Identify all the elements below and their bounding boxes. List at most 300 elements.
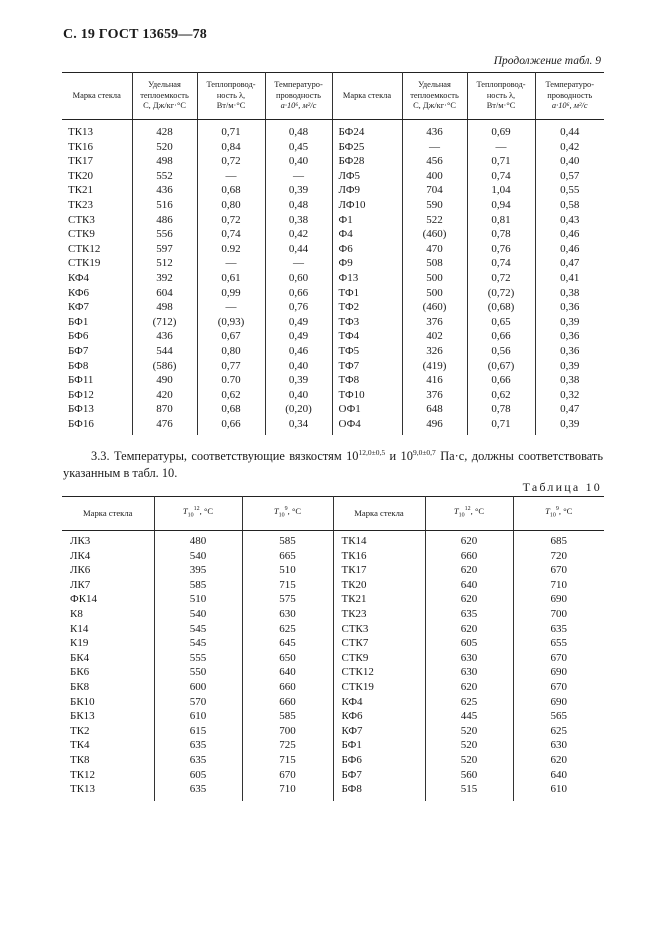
- table-cell: ТК23: [62, 198, 132, 213]
- table-cell: 0,49: [265, 315, 332, 330]
- table-cell: 620: [425, 622, 513, 637]
- table-row: [62, 286, 604, 301]
- table-cell: 480: [154, 531, 242, 549]
- table-cell: БФ1: [62, 315, 132, 330]
- table-row: [62, 622, 604, 637]
- table-cell: 376: [402, 315, 467, 330]
- table-cell: ТК2: [62, 724, 154, 739]
- table-cell: 545: [154, 622, 242, 637]
- table-cell: 0,48: [265, 120, 332, 140]
- table-cell: 512: [132, 256, 197, 271]
- table-cell: 540: [154, 607, 242, 622]
- table-cell: (586): [132, 359, 197, 374]
- table-cell: 655: [550, 637, 567, 650]
- table-cell: 326: [402, 344, 467, 359]
- table-cell: 704: [402, 183, 467, 198]
- table-cell: 556: [132, 227, 197, 242]
- table-cell: 620: [425, 531, 513, 549]
- table-cell: 0,34: [265, 417, 332, 436]
- table-cell: —: [402, 140, 467, 155]
- table-row: [62, 183, 604, 198]
- table-cell: —: [197, 300, 265, 315]
- table-cell: 720: [550, 549, 567, 562]
- table-cell: 0,71: [197, 120, 265, 140]
- table-cell: 520: [425, 753, 513, 768]
- table-row: [62, 227, 604, 242]
- table-cell: 436: [132, 183, 197, 198]
- table-row: [62, 300, 604, 315]
- table-cell: 544: [132, 344, 197, 359]
- table-cell: 640: [550, 768, 567, 781]
- table-row: [62, 242, 604, 257]
- table-cell: 0,32: [560, 388, 580, 401]
- table-cell: КФ6: [62, 286, 132, 301]
- table-cell: СТК9: [62, 227, 132, 242]
- table-row: [62, 417, 604, 436]
- table-cell: 630: [425, 665, 513, 680]
- table-cell: (0,68): [467, 300, 535, 315]
- table-cell: 0,39: [560, 417, 580, 430]
- table-cell: 498: [132, 300, 197, 315]
- table-cell: 620: [425, 680, 513, 695]
- table-cell: —: [265, 169, 332, 184]
- table-cell: 870: [132, 402, 197, 417]
- table-cell: КФ4: [62, 271, 132, 286]
- col-header-conductivity: Теплопровод- ность λ, Вт/м·°С: [467, 73, 535, 120]
- table-cell: ТФ4: [332, 329, 402, 344]
- table-cell: 420: [132, 388, 197, 403]
- table-cell: 670: [550, 680, 567, 693]
- table-cell: 0,68: [197, 183, 265, 198]
- table-cell: КФ7: [62, 300, 132, 315]
- table-row: [62, 680, 604, 695]
- table-cell: 0,74: [467, 169, 535, 184]
- table-cell: 476: [132, 417, 197, 436]
- table-cell: 660: [425, 549, 513, 564]
- table-9: [62, 72, 604, 435]
- table-cell: ТФ1: [332, 286, 402, 301]
- table-cell: 640: [425, 578, 513, 593]
- table-cell: 515: [425, 782, 513, 801]
- table-cell: 0,99: [197, 286, 265, 301]
- table-cell: 604: [132, 286, 197, 301]
- table-cell: 0,65: [467, 315, 535, 330]
- table-cell: ТК21: [62, 183, 132, 198]
- page-header: С. 19 ГОСТ 13659—78: [63, 27, 207, 42]
- table-cell: 0,44: [265, 242, 332, 257]
- table-cell: 1,04: [467, 183, 535, 198]
- table-cell: ТФ3: [332, 315, 402, 330]
- table-cell: 600: [154, 680, 242, 695]
- col-header-t9: $T_{10}^9$, °С: [242, 497, 333, 531]
- table-cell: 0,47: [560, 257, 580, 270]
- table-cell: ТК13: [62, 782, 154, 801]
- table-cell: 640: [242, 665, 333, 680]
- table-cell: 665: [242, 549, 333, 564]
- table-cell: 0,45: [265, 140, 332, 155]
- table-cell: 0,76: [467, 242, 535, 257]
- table-cell: 0,42: [265, 227, 332, 242]
- table-cell: БФ6: [333, 753, 425, 768]
- table-cell: К8: [62, 607, 154, 622]
- table-cell: (460): [402, 227, 467, 242]
- table-cell: 0,39: [265, 373, 332, 388]
- table-cell: 0,78: [467, 402, 535, 417]
- table-cell: 0,44: [560, 126, 580, 138]
- table-cell: К14: [62, 622, 154, 637]
- table-cell: Ф9: [332, 256, 402, 271]
- col-header-mark: Марка стекла: [62, 73, 132, 120]
- table-cell: 635: [550, 622, 567, 635]
- table-cell: 0,74: [467, 256, 535, 271]
- table-cell: —: [197, 256, 265, 271]
- table-cell: БК10: [62, 695, 154, 710]
- table-cell: 376: [402, 388, 467, 403]
- table-cell: 715: [242, 753, 333, 768]
- table-cell: ЛФ5: [332, 169, 402, 184]
- table-cell: 0,38: [265, 213, 332, 228]
- table-cell: 565: [550, 710, 567, 723]
- table-cell: 470: [402, 242, 467, 257]
- table-cell: 605: [154, 768, 242, 783]
- table-cell: 0,38: [560, 286, 580, 299]
- table-cell: ЛК7: [62, 578, 154, 593]
- table-cell: ТК12: [62, 768, 154, 783]
- table-cell: —: [265, 256, 332, 271]
- table-cell: ТК23: [333, 607, 425, 622]
- table-cell: 597: [132, 242, 197, 257]
- table-cell: 428: [132, 120, 197, 140]
- table-continuation-label: Продолжение табл. 9: [493, 55, 601, 67]
- table-cell: ТК20: [333, 578, 425, 593]
- table-cell: 445: [425, 709, 513, 724]
- table-cell: 0,36: [560, 330, 580, 343]
- table-row: [62, 592, 604, 607]
- table-cell: 725: [242, 738, 333, 753]
- table-row: [62, 402, 604, 417]
- table-row: [62, 563, 604, 578]
- table-cell: ТК17: [333, 563, 425, 578]
- table-cell: 670: [550, 651, 567, 664]
- table-cell: 0,69: [467, 120, 535, 140]
- table-cell: Ф4: [332, 227, 402, 242]
- table-cell: 620: [425, 563, 513, 578]
- table-cell: ОФ1: [332, 402, 402, 417]
- table-cell: 630: [550, 739, 567, 752]
- table-cell: СТК19: [333, 680, 425, 695]
- table-cell: СТК9: [333, 651, 425, 666]
- table-cell: ЛФ10: [332, 198, 402, 213]
- table-cell: 710: [242, 782, 333, 801]
- table-cell: 575: [242, 592, 333, 607]
- table-cell: СТК7: [333, 636, 425, 651]
- table-cell: 510: [154, 592, 242, 607]
- table-cell: БК13: [62, 709, 154, 724]
- table-cell: ЛК4: [62, 549, 154, 564]
- table-cell: (460): [402, 300, 467, 315]
- table-cell: 690: [550, 695, 567, 708]
- table-cell: (0,93): [197, 315, 265, 330]
- table-cell: 0,38: [560, 374, 580, 387]
- table-cell: 496: [402, 417, 467, 436]
- table-cell: 570: [154, 695, 242, 710]
- table-cell: ТФ10: [332, 388, 402, 403]
- table-10-body: [62, 531, 604, 801]
- table-cell: 520: [425, 724, 513, 739]
- table-cell: 715: [242, 578, 333, 593]
- table-cell: БФ12: [62, 388, 132, 403]
- table-cell: 0,40: [265, 154, 332, 169]
- table-cell: ТФ5: [332, 344, 402, 359]
- table-cell: 0,81: [467, 213, 535, 228]
- table-cell: 0,39: [560, 359, 580, 372]
- table-row: [62, 607, 604, 622]
- table-cell: 0,80: [197, 198, 265, 213]
- table-cell: 670: [242, 768, 333, 783]
- table-cell: БФ16: [62, 417, 132, 436]
- table-9-body: [62, 120, 604, 436]
- table-cell: БФ1: [333, 738, 425, 753]
- table-cell: Ф13: [332, 271, 402, 286]
- table-cell: Ф6: [332, 242, 402, 257]
- table-cell: 0,76: [265, 300, 332, 315]
- table-cell: ТК4: [62, 738, 154, 753]
- table-cell: 0,84: [197, 140, 265, 155]
- table-cell: ТК16: [333, 549, 425, 564]
- table-cell: 620: [550, 753, 567, 766]
- col-header-heat-capacity: Удельная теплоемкость С, Дж/кг·°С: [132, 73, 197, 120]
- table-cell: 0,40: [560, 155, 580, 168]
- table-cell: (712): [132, 315, 197, 330]
- table-row: [62, 120, 604, 140]
- table-cell: 585: [242, 531, 333, 549]
- table-cell: 0,58: [560, 198, 580, 211]
- table-cell: СТК3: [62, 213, 132, 228]
- table-cell: 625: [550, 724, 567, 737]
- table-cell: КФ7: [333, 724, 425, 739]
- table-cell: 0,80: [197, 344, 265, 359]
- table-row: [62, 315, 604, 330]
- table-cell: 690: [550, 666, 567, 679]
- table-cell: 635: [154, 782, 242, 801]
- table-cell: 520: [132, 140, 197, 155]
- table-row: [62, 329, 604, 344]
- table-row: [62, 154, 604, 169]
- col-header-mark: Марка стекла: [333, 497, 425, 531]
- table-cell: 560: [425, 768, 513, 783]
- table-cell: 0,56: [467, 344, 535, 359]
- table-cell: БФ28: [332, 154, 402, 169]
- table-cell: 520: [425, 738, 513, 753]
- col-header-t12: $T_{10}^{12}$, °С: [425, 497, 513, 531]
- table-row: [62, 724, 604, 739]
- table-cell: БФ8: [62, 359, 132, 374]
- table-cell: 522: [402, 213, 467, 228]
- table-cell: 635: [154, 753, 242, 768]
- table-cell: 0,40: [265, 388, 332, 403]
- col-header-conductivity: Теплопровод- ность λ, Вт/м·°С: [197, 73, 265, 120]
- table-cell: 0,66: [197, 417, 265, 436]
- table-row: [62, 256, 604, 271]
- table-row: [62, 782, 604, 801]
- table-cell: 0,74: [197, 227, 265, 242]
- table-cell: (0,67): [467, 359, 535, 374]
- table-cell: 0,62: [197, 388, 265, 403]
- table-cell: ТФ7: [332, 359, 402, 374]
- table-cell: 0,61: [197, 271, 265, 286]
- table-cell: 690: [550, 593, 567, 606]
- table-cell: 635: [425, 607, 513, 622]
- table-cell: БФ25: [332, 140, 402, 155]
- table-cell: К19: [62, 636, 154, 651]
- table-cell: 0,94: [467, 198, 535, 213]
- table-cell: 0,40: [265, 359, 332, 374]
- table-cell: БК6: [62, 665, 154, 680]
- table-cell: 0,72: [467, 271, 535, 286]
- table-cell: ТК13: [62, 120, 132, 140]
- table-cell: 552: [132, 169, 197, 184]
- table-cell: 605: [425, 636, 513, 651]
- table-cell: 500: [402, 271, 467, 286]
- table-row: [62, 549, 604, 564]
- table-cell: БК8: [62, 680, 154, 695]
- table-cell: 0,46: [265, 344, 332, 359]
- table-cell: 456: [402, 154, 467, 169]
- table-cell: БФ7: [62, 344, 132, 359]
- table-cell: 630: [425, 651, 513, 666]
- table-cell: 0,66: [467, 329, 535, 344]
- table-cell: ТФ2: [332, 300, 402, 315]
- table-cell: КФ6: [333, 709, 425, 724]
- table-cell: Ф1: [332, 213, 402, 228]
- col-header-diffusivity: Температуро- проводность а·10⁶, м²/с: [265, 73, 332, 120]
- table-cell: 550: [154, 665, 242, 680]
- table-cell: СТК19: [62, 256, 132, 271]
- table-cell: ЛК3: [62, 531, 154, 549]
- table-row: [62, 373, 604, 388]
- table-cell: (0,72): [467, 286, 535, 301]
- table-10-caption: Таблица 10: [522, 480, 602, 494]
- table-cell: СТК12: [62, 242, 132, 257]
- table-cell: 648: [402, 402, 467, 417]
- table-cell: 0,78: [467, 227, 535, 242]
- table-cell: 645: [242, 636, 333, 651]
- table-cell: 0,66: [265, 286, 332, 301]
- table-cell: —: [467, 140, 535, 155]
- table-cell: ЛК6: [62, 563, 154, 578]
- table-row: [62, 213, 604, 228]
- table-cell: 400: [402, 169, 467, 184]
- table-cell: 0,57: [560, 169, 580, 182]
- table-cell: 610: [550, 783, 567, 796]
- table-row: [62, 738, 604, 753]
- table-cell: 392: [132, 271, 197, 286]
- paragraph-3-3: 3.3. Температуры, соответствующие вязкостям $10^{12,0\pm 0,5}$ и $10^{9,0\pm 0,7}$ Па·с, должны соответствовать указанным в табл. 10.: [63, 447, 603, 480]
- table-cell: 0.70: [197, 373, 265, 388]
- table-row: [62, 651, 604, 666]
- table-cell: 0,48: [265, 198, 332, 213]
- table-cell: 635: [154, 738, 242, 753]
- table-cell: БФ13: [62, 402, 132, 417]
- table-cell: 0,39: [265, 183, 332, 198]
- table-cell: 0,67: [197, 329, 265, 344]
- table-cell: БФ6: [62, 329, 132, 344]
- table-row: [62, 169, 604, 184]
- table-cell: 0,47: [560, 403, 580, 416]
- table-cell: 660: [242, 680, 333, 695]
- col-header-diffusivity: Температуро- проводность а·10⁶, м²/с: [535, 73, 604, 120]
- table-cell: 402: [402, 329, 467, 344]
- table-cell: 436: [402, 120, 467, 140]
- table-cell: 660: [242, 695, 333, 710]
- table-cell: 486: [132, 213, 197, 228]
- table-cell: 498: [132, 154, 197, 169]
- table-cell: 650: [242, 651, 333, 666]
- table-cell: 395: [154, 563, 242, 578]
- table-cell: 0,43: [560, 213, 580, 226]
- col-header-t12: $T_{10}^{12}$, °С: [154, 497, 242, 531]
- table-cell: 0,36: [560, 344, 580, 357]
- table-cell: 625: [242, 622, 333, 637]
- table-cell: КФ4: [333, 695, 425, 710]
- table-row: [62, 709, 604, 724]
- table-row: [62, 665, 604, 680]
- table-cell: 0,36: [560, 301, 580, 314]
- table-cell: БК4: [62, 651, 154, 666]
- table-cell: ФК14: [62, 592, 154, 607]
- table-cell: ТК21: [333, 592, 425, 607]
- table-cell: 0,66: [467, 373, 535, 388]
- table-cell: 590: [402, 198, 467, 213]
- table-row: [62, 271, 604, 286]
- table-cell: ТК8: [62, 753, 154, 768]
- table-cell: 510: [242, 563, 333, 578]
- table-cell: ТК16: [62, 140, 132, 155]
- table-cell: 0,41: [560, 271, 580, 284]
- table-cell: 416: [402, 373, 467, 388]
- table-row: [62, 636, 604, 651]
- table-cell: 0,46: [560, 228, 580, 241]
- table-cell: 555: [154, 651, 242, 666]
- table-cell: ТК17: [62, 154, 132, 169]
- table-cell: 610: [154, 709, 242, 724]
- table-cell: —: [197, 169, 265, 184]
- table-cell: 685: [550, 535, 567, 547]
- table-cell: БФ11: [62, 373, 132, 388]
- table-cell: 585: [154, 578, 242, 593]
- col-header-heat-capacity: Удельная теплоемкость С, Дж/кг·°С: [402, 73, 467, 120]
- table-cell: БФ24: [332, 120, 402, 140]
- table-cell: 0,68: [197, 402, 265, 417]
- table-cell: 516: [132, 198, 197, 213]
- table-10: [62, 496, 604, 801]
- table-cell: 0,62: [467, 388, 535, 403]
- table-row: [62, 695, 604, 710]
- col-header-mark: Марка стекла: [332, 73, 402, 120]
- table-cell: 710: [550, 578, 567, 591]
- table-cell: 0,60: [265, 271, 332, 286]
- table-cell: 500: [402, 286, 467, 301]
- table-cell: 615: [154, 724, 242, 739]
- table-cell: (0,20): [265, 402, 332, 417]
- col-header-mark: Марка стекла: [62, 497, 154, 531]
- table-row: [62, 578, 604, 593]
- table-cell: 0,72: [197, 213, 265, 228]
- table-cell: 436: [132, 329, 197, 344]
- table-row: [62, 388, 604, 403]
- table-cell: 508: [402, 256, 467, 271]
- table-cell: 0,42: [560, 140, 580, 153]
